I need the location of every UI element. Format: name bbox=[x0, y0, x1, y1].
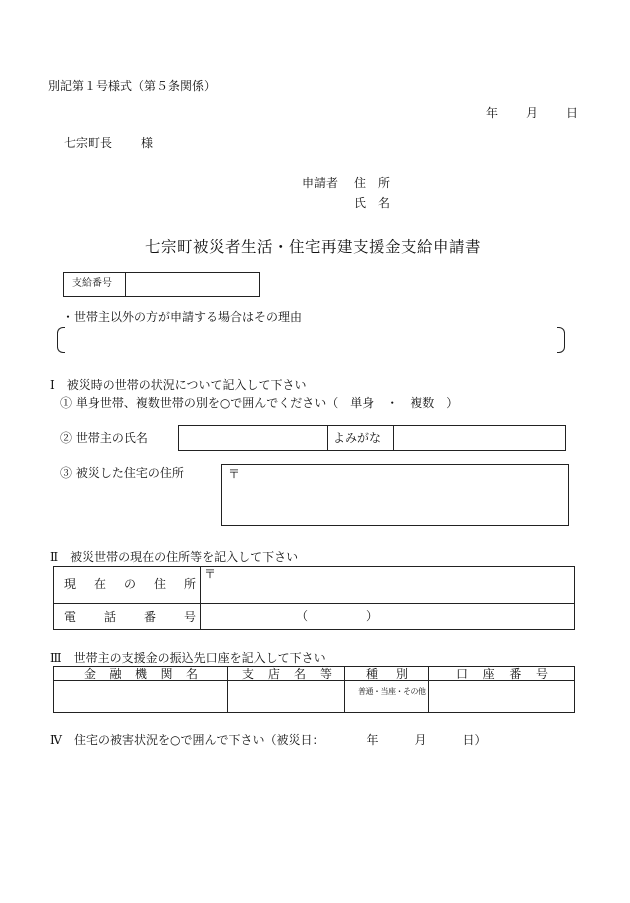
char: 号 bbox=[535, 667, 548, 681]
reason-bracket-right bbox=[557, 327, 565, 353]
account-number-field[interactable] bbox=[429, 681, 574, 712]
char: 現 bbox=[64, 577, 77, 591]
reason-bracket-left bbox=[57, 327, 65, 353]
char: 機 bbox=[134, 667, 147, 681]
char: 在 bbox=[93, 577, 106, 591]
char: 種 bbox=[366, 667, 379, 681]
addressee: 七宗町長 bbox=[64, 136, 113, 150]
bank-account-table bbox=[53, 666, 575, 713]
section3-heading: Ⅲ 世帯主の支援金の振込先口座を記入して下さい bbox=[50, 651, 326, 665]
applicant-label: 申請者 bbox=[302, 176, 339, 190]
phone-field[interactable] bbox=[201, 604, 574, 629]
char: 等 bbox=[319, 667, 332, 681]
phone-paren-open: （ bbox=[296, 609, 309, 623]
date-day-label: 日 bbox=[566, 106, 579, 120]
divider bbox=[327, 426, 328, 450]
reason-note: ・世帯主以外の方が申請する場合はその理由 bbox=[62, 310, 303, 324]
char: 店 bbox=[267, 667, 280, 681]
branch-name-header bbox=[242, 667, 332, 681]
section1-q3-label: ③ 被災した住宅の住所 bbox=[60, 466, 184, 480]
section4-heading: Ⅳ 住宅の被害状況を○で囲んで下さい（被災日： 年 月 日） bbox=[50, 733, 487, 747]
char: 号 bbox=[183, 610, 196, 624]
bank-name-field[interactable] bbox=[54, 681, 227, 712]
current-address-table bbox=[53, 566, 575, 630]
section1-q1: ① 単身世帯、複数世帯の別を○で囲んでください（ 単身 ・ 複数 ） bbox=[60, 396, 459, 410]
postal-mark: 〒 bbox=[204, 567, 217, 581]
char: 融 bbox=[109, 667, 122, 681]
bank-name-header bbox=[84, 667, 198, 681]
char: 所 bbox=[183, 577, 196, 591]
payment-number-box bbox=[63, 272, 260, 297]
char: 口 bbox=[456, 667, 469, 681]
current-address-label bbox=[64, 577, 196, 591]
yomigana-field[interactable] bbox=[394, 426, 565, 450]
char: 金 bbox=[84, 667, 97, 681]
yomigana-label: よみがな bbox=[333, 431, 382, 445]
account-type-header bbox=[366, 667, 408, 681]
date-year-label: 年 bbox=[486, 106, 499, 120]
postal-mark: 〒 bbox=[228, 467, 241, 481]
householder-name-table bbox=[178, 425, 566, 451]
char: 番 bbox=[143, 610, 156, 624]
char: 住 bbox=[153, 577, 166, 591]
form-number: 別記第１号様式（第５条関係） bbox=[48, 79, 217, 93]
divider bbox=[344, 667, 345, 712]
householder-name-field[interactable] bbox=[179, 426, 327, 450]
char: 関 bbox=[160, 667, 173, 681]
date-month-label: 月 bbox=[526, 106, 539, 120]
section1-q2-label: ② 世帯主の氏名 bbox=[60, 431, 148, 445]
addressee-honorific: 様 bbox=[141, 136, 154, 150]
payment-number-label: 支給番号 bbox=[72, 278, 112, 289]
damaged-address-field[interactable] bbox=[221, 464, 569, 526]
char: 座 bbox=[482, 667, 495, 681]
section1-heading: Ⅰ 被災時の世帯の状況について記入して下さい bbox=[50, 378, 307, 392]
branch-name-field[interactable] bbox=[228, 681, 344, 712]
char: 名 bbox=[185, 667, 198, 681]
char: 支 bbox=[242, 667, 255, 681]
page-title: 七宗町被災者生活・住宅再建支援金支給申請書 bbox=[145, 238, 482, 256]
section2-heading: Ⅱ 被災世帯の現在の住所等を記入して下さい bbox=[50, 550, 299, 564]
payment-number-field[interactable] bbox=[126, 273, 259, 296]
char: 番 bbox=[509, 667, 522, 681]
applicant-address-label: 住 所 bbox=[354, 176, 391, 190]
account-number-header bbox=[456, 667, 548, 681]
char: 別 bbox=[395, 667, 408, 681]
char: 話 bbox=[103, 610, 116, 624]
char: 名 bbox=[293, 667, 306, 681]
current-address-field[interactable] bbox=[201, 567, 574, 603]
phone-label bbox=[64, 610, 196, 624]
char: の bbox=[123, 577, 136, 591]
phone-paren-close: ） bbox=[366, 609, 379, 623]
applicant-name-label: 氏 名 bbox=[354, 196, 391, 210]
char: 電 bbox=[64, 610, 77, 624]
reason-field[interactable] bbox=[66, 327, 560, 353]
account-type-options[interactable]: 普通・当座・その他 bbox=[358, 687, 426, 696]
